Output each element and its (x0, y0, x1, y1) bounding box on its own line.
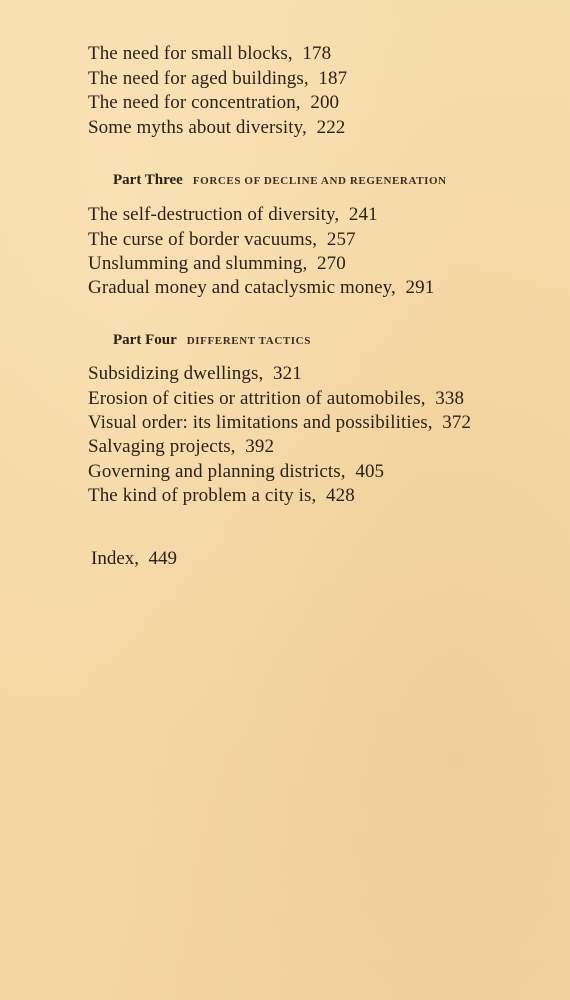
part-subtitle: DIFFERENT TACTICS (186, 335, 311, 347)
chapter-title: The self-destruction of diversity, 241 (88, 204, 378, 225)
part-four-heading (113, 331, 311, 349)
chapter-page: 321 (273, 363, 302, 384)
chapter-page: 257 (326, 229, 356, 250)
chapter-title: The need for concentration, 200 (88, 92, 340, 113)
chapter-page: 392 (245, 436, 275, 457)
index-entry (91, 547, 177, 571)
chapter-page: 405 (355, 461, 385, 482)
chapter-page: 222 (316, 117, 346, 138)
chapter-title: Unslumming and slumming, 270 (88, 253, 346, 274)
chapter-title: The need for small blocks, 178 (88, 43, 332, 64)
chapter-title: Governing and planning districts, 405 (88, 461, 385, 482)
index-page: 449 (148, 548, 178, 569)
chapter-page: 428 (326, 485, 355, 506)
chapter-title: The curse of border vacuums, 257 (88, 229, 356, 250)
chapter-title: The kind of problem a city is, 428 (88, 485, 355, 506)
chapter-title: Some myths about diversity, 222 (88, 117, 346, 138)
chapter-page: 241 (348, 204, 378, 225)
chapter-page: 338 (435, 388, 465, 409)
chapter-page: 178 (302, 43, 332, 64)
chapter-page: 291 (405, 277, 435, 298)
chapter-title: Gradual money and cataclysmic money, 291 (88, 277, 435, 298)
index-label: Index, (91, 548, 140, 569)
chapter-title: The need for aged buildings, 187 (88, 68, 348, 89)
chapter-title: Visual order: its limitations and possibilities, 372 (88, 412, 472, 433)
part-label: Part Four (113, 332, 177, 348)
chapter-page: 372 (442, 412, 472, 433)
chapter-title: Subsidizing dwellings, 321 (88, 363, 302, 384)
chapter-page: 270 (317, 253, 346, 274)
part-three-heading (113, 171, 447, 189)
chapter-title: Salvaging projects, 392 (88, 436, 275, 457)
chapter-page: 200 (310, 92, 340, 113)
part-subtitle: FORCES OF DECLINE AND REGENERATION (192, 175, 447, 187)
chapter-title: Erosion of cities or attrition of automobiles, 338 (88, 388, 465, 409)
part-label: Part Three (113, 172, 183, 188)
chapter-page: 187 (318, 68, 348, 89)
